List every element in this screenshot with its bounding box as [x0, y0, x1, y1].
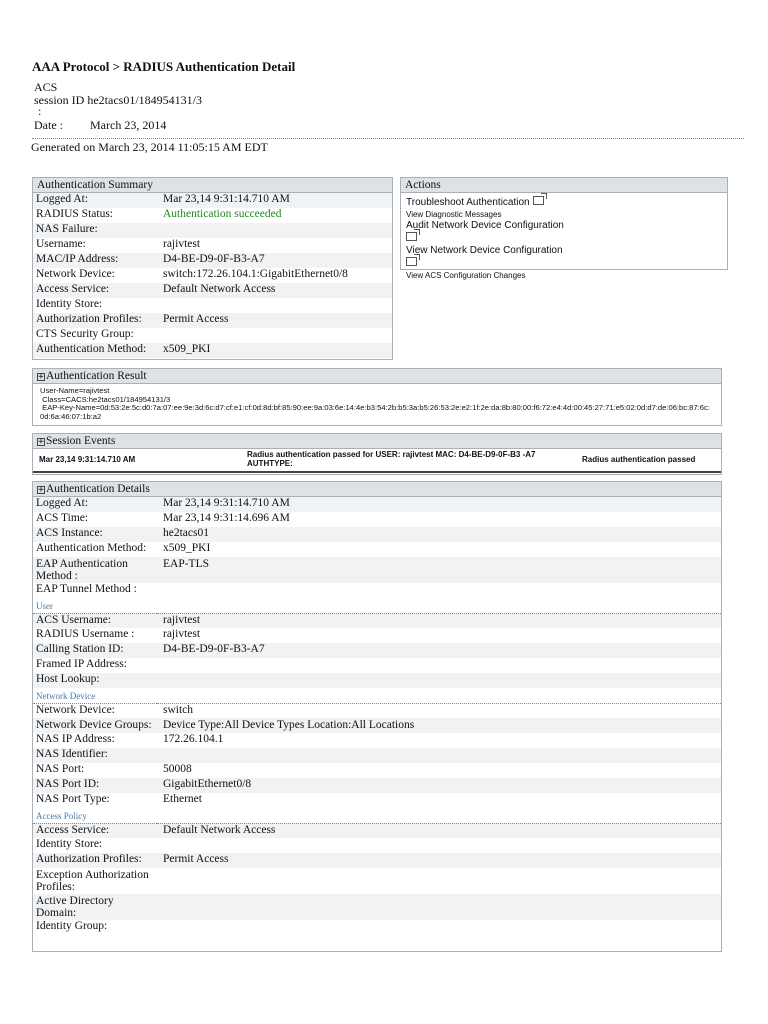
table-row: [33, 853, 721, 868]
field-value: rajivtest: [163, 238, 201, 250]
actions-header: Actions: [401, 178, 727, 193]
field-value: D4-BE-D9-0F-B3-A7: [163, 643, 265, 655]
field-label: Access Service:: [36, 283, 110, 295]
field-label: Authorization Profiles:: [36, 313, 142, 325]
field-label: Logged At:: [36, 193, 89, 205]
field-value: 172.26.104.1: [163, 733, 224, 745]
section-title: Network Device: [33, 688, 721, 703]
table-row: [33, 542, 721, 557]
event-time: Mar 23,14 9:31:14.710 AM: [39, 455, 136, 464]
table-row: [33, 268, 392, 283]
table-row: [33, 673, 721, 688]
result-line: EAP-Key-Name=0d:53:2e:5c:d0:7a:07:ee:9e:3d:6c:d7:cf:e1:cf:0d:8d:bf:85:90:ee:9a:03:6e:14:4e:b3:54:2b:b5:3a:b5:26:53:2e:e2:1f:2e:da:8b:80:00:f6:72:e4:4d:00:45:27:71:e5:02:0d:d7:de:06:bc:87:6c:0d:6a:46:07:1b:a2: [40, 403, 710, 421]
table-row: [33, 313, 392, 328]
source-label: ACS: [34, 80, 58, 94]
field-value: he2tacs01: [163, 527, 209, 539]
external-link-icon: [406, 232, 417, 241]
field-value: [157, 673, 721, 688]
result-line: Class=CACS:he2tacs01/184954131/3: [40, 394, 171, 404]
table-row: [33, 628, 721, 643]
field-value: switch:172.26.104.1:GigabitEthernet0/8: [163, 268, 348, 280]
field-value: x509_PKI: [163, 343, 211, 355]
field-label: RADIUS Status:: [36, 208, 113, 220]
field-value: EAP-TLS: [163, 558, 209, 570]
field-value: 50008: [163, 763, 192, 775]
field-value: switch: [163, 703, 194, 716]
table-row: [33, 718, 721, 733]
table-row: [33, 763, 721, 778]
table-row: [33, 823, 721, 838]
details-table: [33, 497, 721, 935]
authentication-details-panel: [32, 481, 722, 952]
field-label: Framed IP Address:: [36, 658, 127, 670]
field-label: Identity Store:: [36, 298, 103, 310]
field-label: NAS Failure:: [36, 223, 98, 235]
table-row: [33, 557, 721, 583]
field-label: Exception Authorization Profiles:: [36, 869, 149, 893]
page-title: AAA Protocol > RADIUS Authentication Detail: [32, 59, 296, 74]
audit-network-device-config-link[interactable]: Audit Network Device Configuration: [406, 220, 722, 245]
summary-header: Authentication Summary: [33, 178, 392, 193]
view-acs-config-changes-link[interactable]: View ACS Configuration Changes: [406, 271, 526, 280]
field-value: Permit Access: [163, 313, 229, 325]
external-link-icon: [533, 196, 544, 205]
field-label: Logged At:: [36, 497, 89, 509]
field-value: [157, 748, 721, 763]
generated-timestamp: Generated on March 23, 2014 11:05:15 AM EDT: [31, 140, 268, 154]
field-label: Access Service:: [36, 823, 110, 836]
field-label: Network Device:: [36, 268, 115, 280]
table-row: [33, 920, 721, 935]
field-value: [157, 894, 721, 920]
result-header[interactable]: + Authentication Result: [33, 369, 721, 384]
session-id: session ID he2tacs01/184954131/3: [34, 93, 202, 107]
field-value: Mar 23,14 9:31:14.710 AM: [163, 193, 290, 205]
expand-icon[interactable]: +: [38, 437, 44, 447]
table-row: [33, 778, 721, 793]
field-label: MAC/IP Address:: [36, 253, 119, 265]
field-value: Default Network Access: [163, 283, 276, 295]
session-suffix: :: [38, 104, 42, 118]
field-label: Identity Group:: [36, 920, 108, 932]
summary-table: [33, 193, 392, 358]
field-label: Authentication Method:: [36, 542, 147, 554]
view-diagnostic-messages-link[interactable]: View Diagnostic Messages: [406, 210, 502, 219]
field-label: RADIUS Username :: [36, 628, 135, 640]
field-value: [157, 583, 721, 598]
details-header[interactable]: + Authentication Details: [33, 482, 721, 497]
field-label: CTS Security Group:: [36, 328, 134, 340]
field-label: NAS Port Type:: [36, 793, 110, 805]
field-value: [157, 223, 392, 238]
field-value: Device Type:All Device Types Location:All Locations: [163, 719, 415, 731]
table-row: [33, 328, 392, 343]
table-row: [33, 298, 392, 313]
field-value: rajivtest: [163, 628, 201, 640]
field-label: NAS Port ID:: [36, 778, 100, 790]
table-row: [33, 238, 392, 253]
table-row: [33, 283, 392, 298]
table-row: [33, 527, 721, 542]
field-value: Default Network Access: [163, 823, 276, 836]
table-row: [33, 583, 721, 598]
field-label: Network Device:: [36, 703, 115, 716]
view-network-device-config-link[interactable]: View Network Device Configuration: [406, 245, 722, 270]
field-label: ACS Username:: [36, 613, 112, 626]
table-row: [33, 748, 721, 763]
field-label: Active Directory Domain:: [36, 895, 114, 919]
event-message: Radius authentication passed for USER: rajivtest MAC: D4-BE-D9-0F-B3 -A7 AUTHTYPE:: [247, 450, 536, 468]
date-value: March 23, 2014: [90, 118, 167, 132]
table-row: [33, 703, 721, 718]
section-label: [33, 598, 721, 613]
expand-icon[interactable]: +: [38, 372, 44, 382]
field-value: [157, 838, 721, 853]
table-row: [33, 497, 721, 512]
field-label: EAP Authentication Method :: [36, 558, 128, 582]
table-row: [33, 868, 721, 894]
troubleshoot-authentication-link[interactable]: Troubleshoot Authentication: [406, 196, 722, 209]
field-value: Mar 23,14 9:31:14.710 AM: [163, 497, 290, 509]
table-row: [33, 733, 721, 748]
session-event-row: [33, 449, 721, 473]
table-row: [33, 613, 721, 628]
field-label: NAS Port:: [36, 763, 85, 775]
field-label: Host Lookup:: [36, 673, 100, 685]
field-value: Ethernet: [163, 793, 202, 805]
result-attributes: [33, 384, 721, 424]
field-label: Network Device Groups:: [36, 719, 152, 731]
table-row: [33, 193, 392, 208]
date-label: Date :: [34, 118, 63, 132]
field-value: rajivtest: [163, 613, 201, 626]
field-value: [157, 328, 392, 343]
field-value: [157, 658, 721, 673]
table-row: [33, 894, 721, 920]
table-row: [33, 658, 721, 673]
field-label: Calling Station ID:: [36, 643, 124, 655]
field-value: D4-BE-D9-0F-B3-A7: [163, 253, 265, 265]
table-row: [33, 643, 721, 658]
field-value: [157, 298, 392, 313]
table-row: [33, 223, 392, 238]
result-line: User-Name=rajivtest: [40, 386, 110, 395]
field-label: Identity Store:: [36, 838, 103, 850]
external-link-icon: [406, 257, 417, 266]
field-label: NAS Identifier:: [36, 748, 108, 760]
table-row: [33, 343, 392, 358]
field-value: GigabitEthernet0/8: [163, 778, 252, 790]
section-title: Access Policy: [33, 808, 721, 823]
field-value: Mar 23,14 9:31:14.696 AM: [163, 512, 290, 524]
field-value: Permit Access: [163, 853, 229, 865]
actions-panel: [400, 177, 728, 280]
table-row: [33, 793, 721, 808]
field-label: Authorization Profiles:: [36, 853, 142, 865]
field-label: ACS Instance:: [36, 527, 103, 539]
divider: [32, 138, 744, 139]
field-value: [157, 868, 721, 894]
table-row: [33, 208, 392, 223]
field-label: Username:: [36, 238, 86, 250]
table-row: [33, 838, 721, 853]
authentication-result-panel: [32, 368, 722, 426]
table-row: [33, 512, 721, 527]
section-title: User: [33, 598, 721, 613]
field-label: EAP Tunnel Method :: [36, 583, 137, 595]
field-label: ACS Time:: [36, 512, 89, 524]
field-value: Authentication succeeded: [163, 208, 282, 220]
authentication-summary-panel: [32, 177, 393, 360]
field-label: NAS IP Address:: [36, 733, 115, 745]
field-value: x509_PKI: [163, 542, 211, 554]
section-label: [33, 688, 721, 703]
section-label: [33, 808, 721, 823]
event-status: Radius authentication passed: [582, 455, 696, 464]
events-header[interactable]: + Session Events: [33, 434, 721, 449]
session-events-panel: [32, 433, 722, 475]
field-label: Authentication Method:: [36, 343, 147, 355]
field-value: [157, 920, 721, 935]
table-row: [33, 253, 392, 268]
expand-icon[interactable]: +: [38, 485, 44, 495]
